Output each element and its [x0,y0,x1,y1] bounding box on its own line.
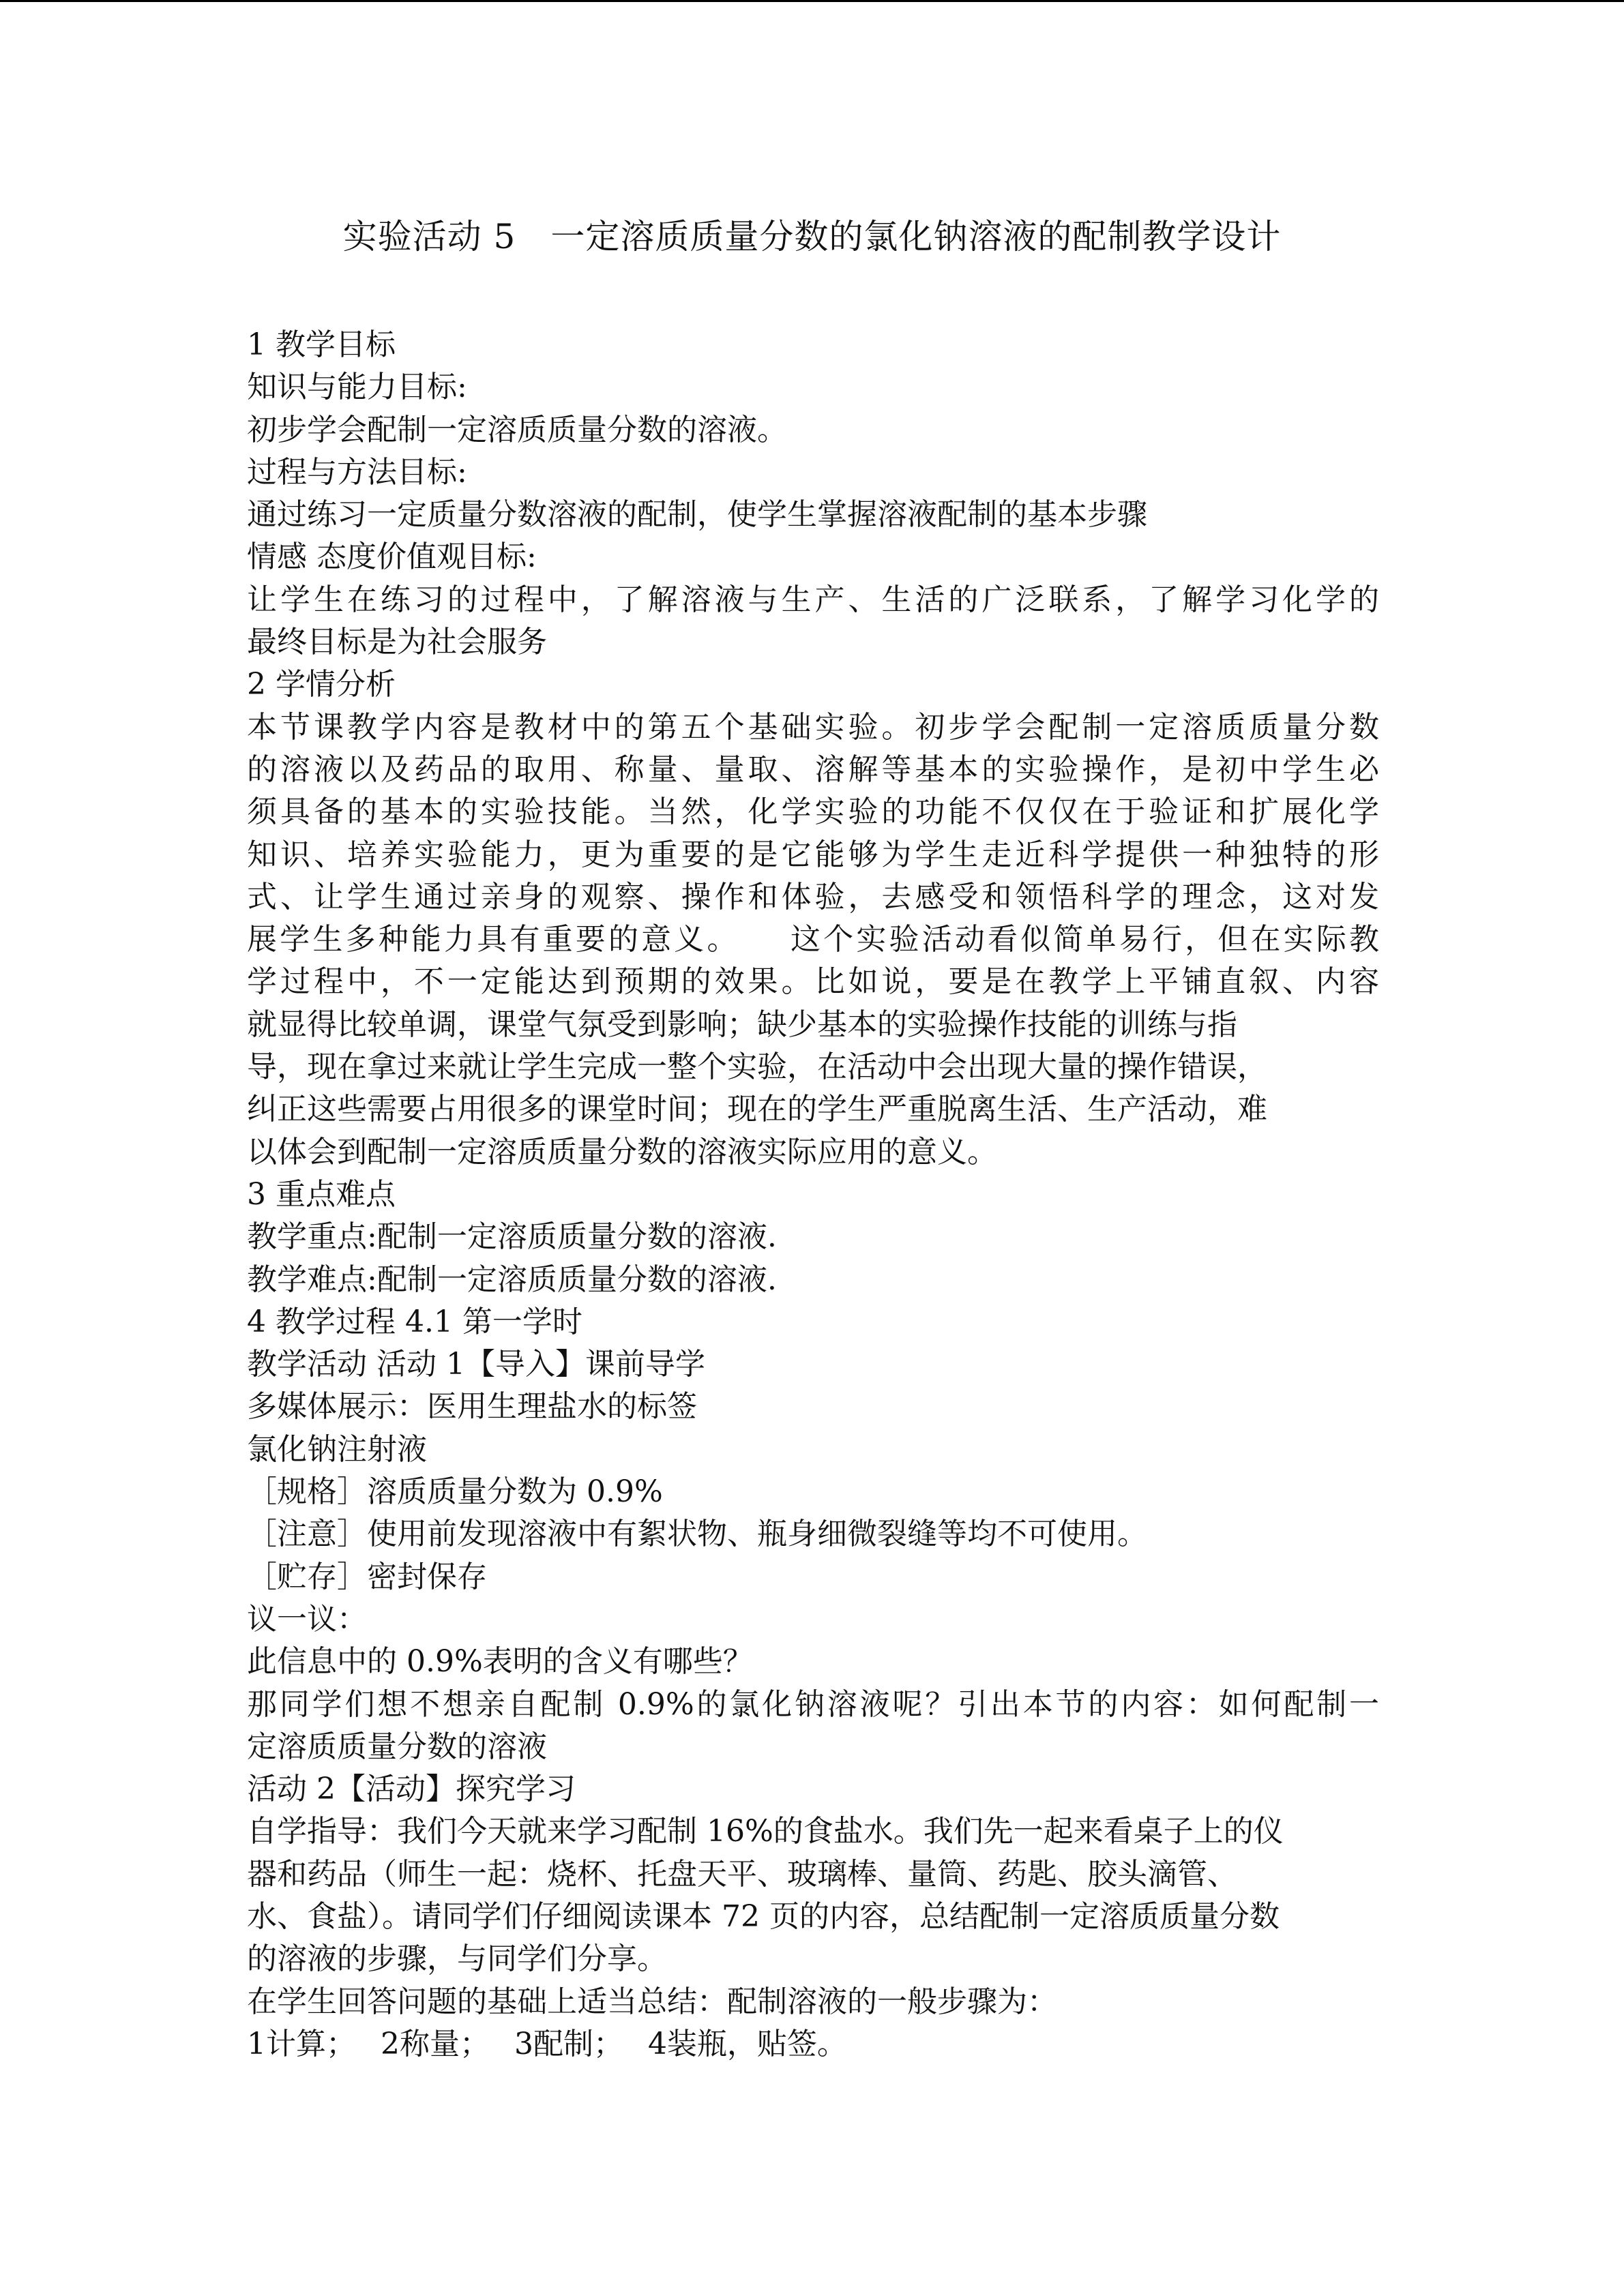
paragraph-line: 的溶液以及药品的取用、称量、量取、溶解等基本的实验操作，是初中学生必 [247,751,1379,787]
paragraph-line: 学过程中，不一定能达到预期的效果。比如说，要是在教学上平铺直叙、内容 [247,964,1379,1000]
paragraph-line: 知识、培养实验能力，更为重要的是它能够为学生走近科学提供一种独特的形 [247,837,1379,872]
label-notice-line: ［注意］使用前发现溶液中有絮状物、瓶身细微裂缝等均不可使用。 [247,1517,1147,1552]
paragraph-line: 通过练习一定质量分数溶液的配制，使学生掌握溶液配制的基本步骤 [247,497,1147,533]
paragraph-line: 器和药品（师生一起：烧杯、托盘天平、玻璃棒、量筒、药匙、胶头滴管、 [247,1856,1237,1892]
paragraph-line: 本节课教学内容是教材中的第五个基础实验。初步学会配制一定溶质质量分数 [247,709,1379,745]
section-heading-analysis: 2 学情分析 [247,667,396,702]
paragraph-line: 让学生在练习的过程中，了解溶液与生产、生活的广泛联系，了解学习化学的 [247,582,1379,617]
section-heading-objectives: 1 教学目标 [247,327,396,362]
section-heading-process: 4 教学过程 4.1 第一学时 [247,1304,582,1339]
paragraph-line: 的溶液的步骤，与同学们分享。 [247,1941,667,1977]
key-point-line: 教学重点:配制一定溶质质量分数的溶液. [247,1219,777,1255]
paragraph-line: 展学生多种能力具有重要的意义。 这个实验活动看似简单易行，但在实际教 [247,922,1379,957]
difficulty-line: 教学难点:配制一定溶质质量分数的溶液. [247,1262,777,1297]
label-storage-line: ［贮存］密封保存 [247,1559,487,1594]
subheading-process-goal: 过程与方法目标: [247,454,467,490]
label-title-line: 氯化钠注射液 [247,1431,427,1467]
activity-heading: 活动 2【活动】探究学习 [247,1772,576,1807]
discussion-heading: 议一议： [247,1601,367,1637]
document-title: 实验活动 5 一定溶质质量分数的氯化钠溶液的配制教学设计 [342,217,1282,256]
subheading-attitude-goal: 情感 态度价值观目标: [247,539,537,575]
steps-line: 1计算； 2称量； 3配制； 4装瓶，贴签。 [247,2026,847,2061]
paragraph-line: 须具备的基本的实验技能。当然，化学实验的功能不仅仅在于验证和扩展化学 [247,794,1379,830]
paragraph-line: 那同学们想不想亲自配制 0.9%的氯化钠溶液呢？引出本节的内容：如何配制一 [247,1686,1379,1722]
paragraph-line: 式、让学生通过亲身的观察、操作和体验，去感受和领悟科学的理念，这对发 [247,879,1379,914]
paragraph-line: 就显得比较单调，课堂气氛受到影响；缺少基本的实验操作技能的训练与指 [247,1007,1237,1042]
label-spec-line: ［规格］溶质质量分数为 0.9% [247,1474,663,1510]
paragraph-line: 在学生回答问题的基础上适当总结：配制溶液的一般步骤为： [247,1984,1057,2019]
paragraph-line: 导，现在拿过来就让学生完成一整个实验，在活动中会出现大量的操作错误， [247,1049,1267,1085]
paragraph-line: 最终目标是为社会服务 [247,625,547,660]
subheading-knowledge-goal: 知识与能力目标: [247,370,467,405]
document-body [247,324,1379,2066]
paragraph-line: 初步学会配制一定溶质质量分数的溶液。 [247,412,787,447]
paragraph-line: 自学指导：我们今天就来学习配制 16%的食盐水。我们先一起来看桌子上的仪 [247,1814,1284,1849]
section-heading-key-points: 3 重点难点 [247,1176,396,1212]
paragraph-line: 以体会到配制一定溶质质量分数的溶液实际应用的意义。 [247,1134,997,1169]
paragraph-line: 此信息中的 0.9%表明的含义有哪些？ [247,1644,753,1680]
paragraph-line: 定溶质质量分数的溶液 [247,1729,547,1764]
paragraph-line: 水、食盐）。请同学们仔细阅读课本 72 页的内容，总结配制一定溶质质量分数 [247,1898,1280,1934]
paragraph-line: 纠正这些需要占用很多的课堂时间；现在的学生严重脱离生活、生产活动，难 [247,1092,1267,1127]
paragraph-line: 多媒体展示：医用生理盐水的标签 [247,1389,697,1425]
activity-heading: 教学活动 活动 1【导入】课前导学 [247,1347,705,1382]
